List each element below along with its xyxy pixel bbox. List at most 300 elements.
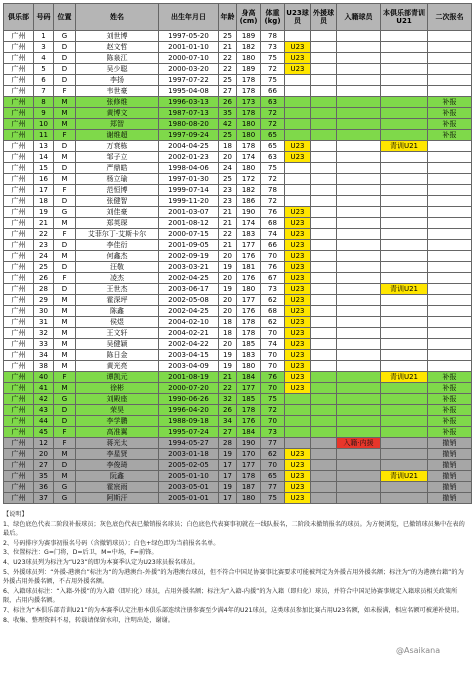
cell-age: 25 [219,174,237,185]
cell-foreign [311,416,337,427]
cell-u23: U23 [285,493,311,504]
cell-naturalized [337,460,381,471]
cell-number: 45 [34,427,54,438]
cell-height: 187 [237,482,261,493]
cell-naturalized [337,229,381,240]
cell-naturalized [337,218,381,229]
cell-player-name: 刘殿座 [76,394,159,405]
cell-youth-u21: 青训U21 [381,141,428,152]
cell-second-registration: 撤销 [428,482,472,493]
cell-age: 20 [219,306,237,317]
cell-club: 广州 [4,339,34,350]
cell-age: 19 [219,482,237,493]
cell-u23 [285,427,311,438]
cell-youth-u21 [381,185,428,196]
cell-weight: 70 [261,328,285,339]
cell-weight: 66 [261,86,285,97]
table-row [4,372,472,383]
cell-height: 185 [237,339,261,350]
cell-number: 33 [34,339,54,350]
cell-u23: U23 [285,350,311,361]
table-row [4,350,472,361]
cell-birthdate: 2005-01-01 [159,493,219,504]
cell-club: 广州 [4,240,34,251]
cell-u23: U23 [285,306,311,317]
cell-foreign [311,75,337,86]
cell-foreign [311,306,337,317]
cell-position: F [54,372,76,383]
cell-player-name: 刘世博 [76,31,159,42]
cell-second-registration: 补报 [428,405,472,416]
cell-birthdate: 1995-04-08 [159,86,219,97]
cell-position: M [54,295,76,306]
cell-player-name: 郑智 [76,119,159,130]
cell-naturalized [337,328,381,339]
cell-height: 178 [237,405,261,416]
cell-second-registration [428,339,472,350]
cell-height: 189 [237,64,261,75]
cell-age: 24 [219,163,237,174]
cell-weight: 63 [261,152,285,163]
cell-height: 178 [237,141,261,152]
cell-foreign [311,218,337,229]
cell-position: M [54,383,76,394]
cell-birthdate: 2002-01-23 [159,152,219,163]
cell-club: 广州 [4,218,34,229]
cell-foreign [311,482,337,493]
cell-birthdate: 1999-11-20 [159,196,219,207]
cell-number: 1 [34,31,54,42]
cell-naturalized [337,284,381,295]
header-row [4,4,472,31]
cell-number: 41 [34,383,54,394]
cell-foreign [311,438,337,449]
cell-naturalized [337,427,381,438]
cell-foreign [311,350,337,361]
cell-position: D [54,42,76,53]
table-row [4,108,472,119]
cell-naturalized [337,64,381,75]
cell-age: 21 [219,240,237,251]
cell-player-name: 王世杰 [76,284,159,295]
cell-youth-u21 [381,152,428,163]
cell-number: 44 [34,416,54,427]
cell-u23: U23 [285,273,311,284]
cell-second-registration [428,64,472,75]
cell-weight: 75 [261,394,285,405]
cell-number: 10 [34,119,54,130]
cell-age: 19 [219,350,237,361]
cell-youth-u21 [381,361,428,372]
cell-position: M [54,97,76,108]
table-row [4,449,472,460]
cell-naturalized [337,350,381,361]
cell-birthdate: 1996-04-20 [159,405,219,416]
cell-birthdate: 2003-04-15 [159,350,219,361]
cell-u23: U23 [285,471,311,482]
cell-age: 21 [219,42,237,53]
cell-position: D [54,64,76,75]
cell-number: 40 [34,372,54,383]
cell-club: 广州 [4,394,34,405]
cell-birthdate: 1995-07-24 [159,427,219,438]
cell-height: 176 [237,251,261,262]
cell-position: D [54,75,76,86]
cell-second-registration: 撤销 [428,449,472,460]
cell-second-registration: 补报 [428,372,472,383]
cell-u23 [285,75,311,86]
cell-u23: U23 [285,339,311,350]
cell-youth-u21 [381,31,428,42]
cell-birthdate: 2003-04-09 [159,361,219,372]
cell-player-name: 艾菲尔丁·艾斯卡尔 [76,229,159,240]
cell-naturalized [337,97,381,108]
cell-club: 广州 [4,438,34,449]
cell-naturalized [337,482,381,493]
cell-foreign [311,449,337,460]
cell-youth-u21 [381,394,428,405]
cell-birthdate: 2003-05-01 [159,482,219,493]
header-second-registration: 二次报名 [428,4,472,31]
cell-club: 广州 [4,86,34,97]
cell-position: M [54,350,76,361]
cell-position: M [54,306,76,317]
cell-u23 [285,163,311,174]
cell-height: 178 [237,317,261,328]
cell-height: 178 [237,86,261,97]
cell-weight: 65 [261,141,285,152]
cell-weight: 75 [261,75,285,86]
table-row [4,306,472,317]
cell-u23 [285,86,311,97]
cell-birthdate: 2000-03-20 [159,64,219,75]
cell-player-name: 李佳衍 [76,240,159,251]
cell-position: G [54,394,76,405]
cell-club: 广州 [4,482,34,493]
note-line: 5、外援球员列：“外援-港澳台”标注为“的为港澳台-外援”的为港澳台球员，但不符合中国足协赛事比赛要求可能被判定为外援占用外援名额；标注为“的为港澳台籍”的为外援占用外援名额，不占用外援名额。 [3,568,464,586]
cell-height: 180 [237,130,261,141]
cell-player-name: 李扬 [76,75,159,86]
cell-height: 184 [237,427,261,438]
cell-position: G [54,31,76,42]
cell-player-name: 陈日金 [76,350,159,361]
cell-weight: 73 [261,42,285,53]
cell-number: 14 [34,152,54,163]
table-row [4,383,472,394]
cell-height: 186 [237,196,261,207]
cell-second-registration [428,306,472,317]
cell-youth-u21 [381,130,428,141]
table-row [4,185,472,196]
cell-age: 35 [219,108,237,119]
cell-club: 广州 [4,372,34,383]
cell-foreign [311,405,337,416]
cell-club: 广州 [4,185,34,196]
cell-player-name: 侯煜 [76,317,159,328]
cell-age: 32 [219,394,237,405]
cell-number: 13 [34,141,54,152]
cell-club: 广州 [4,405,34,416]
cell-foreign [311,295,337,306]
cell-second-registration: 撤销 [428,460,472,471]
cell-u23: U23 [285,229,311,240]
cell-birthdate: 2001-01-10 [159,42,219,53]
cell-number: 18 [34,196,54,207]
cell-height: 182 [237,42,261,53]
cell-weight: 70 [261,361,285,372]
cell-foreign [311,427,337,438]
cell-height: 180 [237,119,261,130]
cell-naturalized: 入籍·内援 [337,438,381,449]
roster-sheet [3,3,471,504]
cell-second-registration [428,273,472,284]
cell-weight: 72 [261,119,285,130]
cell-number: 12 [34,438,54,449]
cell-club: 广州 [4,361,34,372]
cell-weight: 74 [261,229,285,240]
cell-club: 广州 [4,460,34,471]
cell-club: 广州 [4,449,34,460]
header-foreign: 外援球员 [311,4,337,31]
cell-foreign [311,240,337,251]
cell-youth-u21 [381,207,428,218]
cell-naturalized [337,42,381,53]
cell-age: 20 [219,339,237,350]
cell-second-registration [428,86,472,97]
cell-youth-u21 [381,196,428,207]
cell-weight: 73 [261,427,285,438]
cell-foreign [311,383,337,394]
table-row [4,86,472,97]
cell-u23: U23 [285,53,311,64]
cell-youth-u21 [381,306,428,317]
cell-weight: 72 [261,64,285,75]
cell-foreign [311,460,337,471]
cell-weight: 78 [261,31,285,42]
cell-birthdate: 2003-01-18 [159,449,219,460]
cell-second-registration [428,174,472,185]
cell-naturalized [337,383,381,394]
cell-second-registration: 补报 [428,97,472,108]
cell-age: 22 [219,383,237,394]
cell-weight: 73 [261,284,285,295]
cell-player-name: 徐彬 [76,383,159,394]
table-row [4,130,472,141]
cell-position: D [54,284,76,295]
cell-club: 广州 [4,42,34,53]
cell-age: 26 [219,405,237,416]
note-line: 8、收集、整理资料不易，转载请保留水印，注明出处，谢谢。 [3,616,174,624]
cell-age: 22 [219,229,237,240]
cell-player-name: 李俊琦 [76,460,159,471]
cell-youth-u21 [381,416,428,427]
cell-youth-u21 [381,240,428,251]
cell-naturalized [337,372,381,383]
table-row [4,141,472,152]
cell-weight: 76 [261,262,285,273]
cell-u23: U23 [285,372,311,383]
cell-weight: 72 [261,174,285,185]
cell-naturalized [337,317,381,328]
cell-naturalized [337,471,381,482]
cell-naturalized [337,119,381,130]
cell-naturalized [337,339,381,350]
cell-height: 181 [237,262,261,273]
cell-player-name: 韦世豪 [76,86,159,97]
cell-age: 19 [219,449,237,460]
cell-weight: 65 [261,130,285,141]
cell-position: M [54,152,76,163]
cell-naturalized [337,361,381,372]
cell-naturalized [337,130,381,141]
cell-naturalized [337,273,381,284]
cell-weight: 70 [261,251,285,262]
cell-youth-u21 [381,339,428,350]
header-club: 俱乐部 [4,4,34,31]
cell-foreign [311,262,337,273]
cell-player-name: 严鼎皓 [76,163,159,174]
cell-birthdate: 2005-01-10 [159,471,219,482]
cell-height: 182 [237,185,261,196]
note-line: 3、位置标注：G=门将，D=后卫，M=中场，F=前锋。 [3,549,158,557]
table-row [4,207,472,218]
cell-foreign [311,86,337,97]
cell-naturalized [337,306,381,317]
table-row [4,196,472,207]
cell-birthdate: 2001-08-19 [159,372,219,383]
cell-age: 19 [219,262,237,273]
cell-player-name: 汪敬 [76,262,159,273]
cell-number: 28 [34,284,54,295]
cell-youth-u21 [381,273,428,284]
cell-naturalized [337,108,381,119]
table-row [4,427,472,438]
table-row [4,97,472,108]
cell-birthdate: 2004-02-10 [159,317,219,328]
cell-weight: 76 [261,372,285,383]
table-row [4,361,472,372]
table-row [4,174,472,185]
cell-birthdate: 2002-05-08 [159,295,219,306]
cell-age: 20 [219,273,237,284]
cell-second-registration: 补报 [428,427,472,438]
cell-height: 178 [237,108,261,119]
cell-second-registration [428,42,472,53]
cell-second-registration [428,75,472,86]
cell-u23 [285,394,311,405]
cell-second-registration [428,295,472,306]
table-row [4,482,472,493]
cell-height: 178 [237,328,261,339]
cell-naturalized [337,207,381,218]
cell-youth-u21 [381,295,428,306]
table-row [4,42,472,53]
cell-foreign [311,394,337,405]
cell-second-registration: 补报 [428,108,472,119]
cell-birthdate: 2003-03-21 [159,262,219,273]
cell-second-registration [428,229,472,240]
cell-age: 18 [219,141,237,152]
cell-age: 19 [219,361,237,372]
cell-u23: U23 [285,218,311,229]
cell-u23 [285,438,311,449]
cell-foreign [311,339,337,350]
cell-second-registration [428,240,472,251]
cell-naturalized [337,185,381,196]
cell-u23 [285,174,311,185]
cell-birthdate: 1980-08-20 [159,119,219,130]
cell-birthdate: 1997-05-20 [159,31,219,42]
header-u23: U23球员 [285,4,311,31]
cell-height: 174 [237,152,261,163]
cell-youth-u21 [381,405,428,416]
cell-number: 5 [34,64,54,75]
cell-player-name: 万衰栋 [76,141,159,152]
cell-weight: 75 [261,493,285,504]
cell-player-name: 吴健颖 [76,339,159,350]
cell-u23 [285,416,311,427]
cell-foreign [311,141,337,152]
table-row [4,394,472,405]
cell-club: 广州 [4,196,34,207]
cell-second-registration: 撤销 [428,471,472,482]
cell-number: 31 [34,317,54,328]
cell-height: 176 [237,416,261,427]
cell-position: F [54,130,76,141]
cell-player-name: 何鑫杰 [76,251,159,262]
cell-foreign [311,284,337,295]
cell-player-name: 谭凯元 [76,372,159,383]
cell-u23: U23 [285,383,311,394]
cell-player-name: 凌杰 [76,273,159,284]
cell-age: 17 [219,493,237,504]
cell-number: 35 [34,471,54,482]
header-birthdate: 出生年月日 [159,4,219,31]
cell-foreign [311,108,337,119]
cell-u23: U23 [285,262,311,273]
cell-birthdate: 2003-06-17 [159,284,219,295]
cell-age: 26 [219,97,237,108]
table-row [4,163,472,174]
cell-position: D [54,240,76,251]
cell-foreign [311,372,337,383]
cell-weight: 70 [261,383,285,394]
note-line: 6、入籍球员标注：“入籍-外援”的为入籍（即归化）球员，占用外援名额；标注为“入籍-内援”的为入籍（即归化）球员，并符合中国足协赛事规定入籍球员相关政策所限，占用内援名额。 [3,587,458,605]
cell-player-name: 张修维 [76,97,159,108]
cell-number: 32 [34,328,54,339]
cell-position: M [54,119,76,130]
cell-birthdate: 1990-06-26 [159,394,219,405]
cell-u23: U23 [285,460,311,471]
cell-foreign [311,64,337,75]
cell-foreign [311,130,337,141]
cell-age: 22 [219,64,237,75]
cell-naturalized [337,240,381,251]
cell-position: F [54,185,76,196]
cell-u23: U23 [285,482,311,493]
cell-position: M [54,328,76,339]
cell-player-name: 李学鹏 [76,416,159,427]
cell-position: D [54,141,76,152]
cell-position: M [54,471,76,482]
cell-youth-u21 [381,460,428,471]
cell-position: D [54,196,76,207]
table-row [4,218,472,229]
table-row [4,251,472,262]
cell-position: M [54,174,76,185]
cell-club: 广州 [4,152,34,163]
cell-age: 34 [219,416,237,427]
